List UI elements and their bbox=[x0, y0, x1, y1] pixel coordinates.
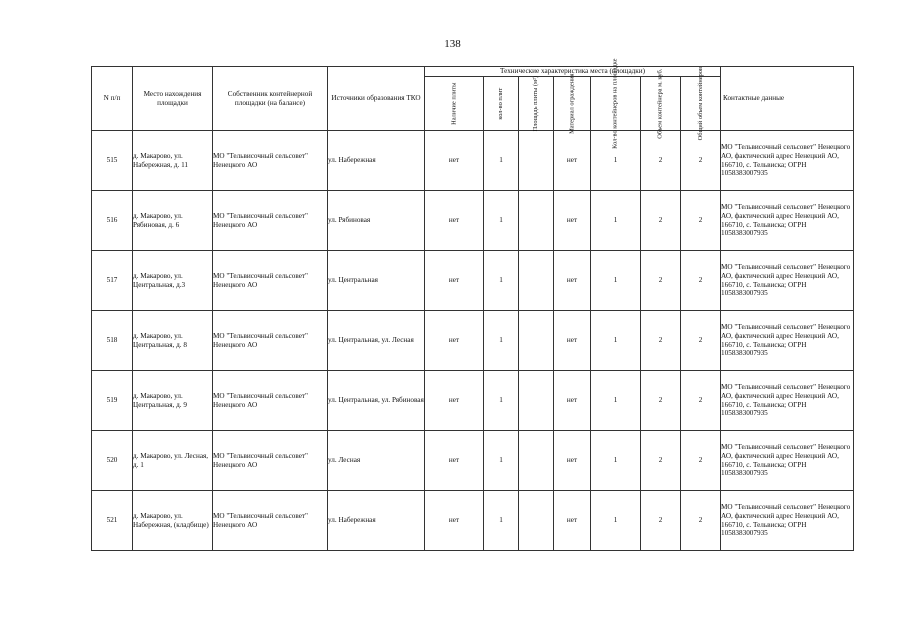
subheader-fence bbox=[554, 73, 591, 134]
cell-source: ул. Рябиновая bbox=[328, 191, 425, 251]
subheader-label: Наличие плиты bbox=[450, 82, 458, 125]
cell-owner: МО "Тельвисочный сельсовет" Ненецкого АО bbox=[213, 251, 328, 311]
cell-fence: нет bbox=[554, 491, 591, 551]
subheader-label: Объем контейнера м. куб. bbox=[656, 68, 664, 139]
cell-slab: нет bbox=[425, 431, 484, 491]
cell-total: 2 bbox=[681, 311, 721, 371]
cell-owner: МО "Тельвисочный сельсовет" Ненецкого АО bbox=[213, 491, 328, 551]
cell-volume: 2 bbox=[641, 191, 681, 251]
table-row bbox=[92, 251, 854, 311]
cell-area bbox=[519, 311, 554, 371]
cell-num: 517 bbox=[92, 251, 133, 311]
subheader-label: кол-во плит bbox=[497, 87, 505, 120]
table-row bbox=[92, 431, 854, 491]
subheader-containers bbox=[591, 58, 641, 149]
cell-fence: нет bbox=[554, 311, 591, 371]
cell-area bbox=[519, 251, 554, 311]
cell-fence: нет bbox=[554, 431, 591, 491]
cell-volume: 2 bbox=[641, 251, 681, 311]
cell-num: 519 bbox=[92, 371, 133, 431]
table-row bbox=[92, 191, 854, 251]
cell-slab: нет bbox=[425, 491, 484, 551]
header-owner: Собственник контейнерной площадки (на балансе) bbox=[213, 67, 328, 131]
cell-slab: нет bbox=[425, 251, 484, 311]
cell-location: д. Макарово, ул. Лесная, д. 1 bbox=[133, 431, 213, 491]
cell-location: д. Макарово, ул. Набережная, д. 11 bbox=[133, 131, 213, 191]
cell-containers: 1 bbox=[591, 191, 641, 251]
cell-slab: нет bbox=[425, 131, 484, 191]
cell-area bbox=[519, 371, 554, 431]
cell-area bbox=[519, 491, 554, 551]
cell-total: 2 bbox=[681, 491, 721, 551]
cell-num: 516 bbox=[92, 191, 133, 251]
cell-owner: МО "Тельвисочный сельсовет" Ненецкого АО bbox=[213, 131, 328, 191]
cell-containers: 1 bbox=[591, 311, 641, 371]
cell-source: ул. Набережная bbox=[328, 131, 425, 191]
cell-contact: МО "Тельвисочный сельсовет" Ненецкого АО, фактический адрес Ненецкий АО, 166710, с. Тельвиска; ОГРН 1058383007935 bbox=[721, 431, 854, 491]
cell-location: д. Макарово, ул. Центральная, д.3 bbox=[133, 251, 213, 311]
cell-area bbox=[519, 191, 554, 251]
cell-source: ул. Набережная bbox=[328, 491, 425, 551]
cell-contact: МО "Тельвисочный сельсовет" Ненецкого АО, фактический адрес Ненецкий АО, 166710, с. Тельвиска; ОГРН 1058383007935 bbox=[721, 251, 854, 311]
cell-containers: 1 bbox=[591, 131, 641, 191]
cell-num: 515 bbox=[92, 131, 133, 191]
cell-contact: МО "Тельвисочный сельсовет" Ненецкого АО, фактический адрес Ненецкий АО, 166710, с. Тельвиска; ОГРН 1058383007935 bbox=[721, 131, 854, 191]
cell-fence: нет bbox=[554, 251, 591, 311]
cell-location: д. Макарово, ул. Центральная, д. 9 bbox=[133, 371, 213, 431]
table-row bbox=[92, 311, 854, 371]
cell-containers: 1 bbox=[591, 251, 641, 311]
header-tech: Технические характеристика места (площадки) bbox=[425, 67, 721, 77]
cell-volume: 2 bbox=[641, 131, 681, 191]
subheader-slab-count bbox=[484, 77, 519, 131]
table-row bbox=[92, 131, 854, 191]
header-contact: Контактные данные bbox=[721, 67, 854, 131]
cell-total: 2 bbox=[681, 431, 721, 491]
cell-location: д. Макарово, ул. Центральная, д. 8 bbox=[133, 311, 213, 371]
cell-volume: 2 bbox=[641, 311, 681, 371]
cell-owner: МО "Тельвисочный сельсовет" Ненецкого АО bbox=[213, 431, 328, 491]
cell-slab: нет bbox=[425, 191, 484, 251]
cell-source: ул. Центральная bbox=[328, 251, 425, 311]
cell-volume: 2 bbox=[641, 431, 681, 491]
subheader-volume bbox=[641, 68, 681, 139]
cell-containers: 1 bbox=[591, 431, 641, 491]
subheader-label: Общий объем контейнеров bbox=[696, 66, 704, 141]
cell-location: д. Макарово, ул. Рябиновая, д. 6 bbox=[133, 191, 213, 251]
cell-slab-count: 1 bbox=[484, 311, 519, 371]
subheader-area bbox=[519, 77, 554, 131]
header-source: Источники образования ТКО bbox=[328, 67, 425, 131]
subheader-label: Кол-во контейнеров на площадке bbox=[611, 58, 619, 149]
cell-owner: МО "Тельвисочный сельсовет" Ненецкого АО bbox=[213, 311, 328, 371]
cell-total: 2 bbox=[681, 371, 721, 431]
cell-containers: 1 bbox=[591, 371, 641, 431]
cell-slab-count: 1 bbox=[484, 191, 519, 251]
cell-slab-count: 1 bbox=[484, 431, 519, 491]
cell-owner: МО "Тельвисочный сельсовет" Ненецкого АО bbox=[213, 191, 328, 251]
cell-location: д. Макарово, ул. Набережная, (кладбище) bbox=[133, 491, 213, 551]
page-number: 138 bbox=[444, 38, 461, 50]
cell-volume: 2 bbox=[641, 491, 681, 551]
subheader-total bbox=[681, 66, 721, 141]
cell-slab-count: 1 bbox=[484, 251, 519, 311]
cell-contact: МО "Тельвисочный сельсовет" Ненецкого АО, фактический адрес Ненецкий АО, 166710, с. Тельвиска; ОГРН 1058383007935 bbox=[721, 371, 854, 431]
header-location: Место нахождения площадки bbox=[133, 67, 213, 131]
cell-owner: МО "Тельвисочный сельсовет" Ненецкого АО bbox=[213, 371, 328, 431]
cell-source: ул. Центральная, ул. Лесная bbox=[328, 311, 425, 371]
cell-fence: нет bbox=[554, 191, 591, 251]
subheader-label: Материал ограждения bbox=[568, 73, 576, 134]
cell-contact: МО "Тельвисочный сельсовет" Ненецкого АО, фактический адрес Ненецкий АО, 166710, с. Тельвиска; ОГРН 1058383007935 bbox=[721, 491, 854, 551]
cell-num: 518 bbox=[92, 311, 133, 371]
register-table bbox=[91, 58, 854, 551]
table-body bbox=[92, 131, 854, 551]
cell-fence: нет bbox=[554, 371, 591, 431]
cell-slab: нет bbox=[425, 311, 484, 371]
cell-total: 2 bbox=[681, 251, 721, 311]
cell-source: ул. Центральная, ул. Рябиновая bbox=[328, 371, 425, 431]
cell-contact: МО "Тельвисочный сельсовет" Ненецкого АО, фактический адрес Ненецкий АО, 166710, с. Тельвиска; ОГРН 1058383007935 bbox=[721, 311, 854, 371]
table-row bbox=[92, 491, 854, 551]
cell-slab-count: 1 bbox=[484, 491, 519, 551]
cell-source: ул. Лесная bbox=[328, 431, 425, 491]
header-num: N п/п bbox=[92, 67, 133, 131]
subheader-label: Площадь плиты (м²) bbox=[532, 75, 540, 132]
cell-num: 521 bbox=[92, 491, 133, 551]
cell-slab-count: 1 bbox=[484, 371, 519, 431]
cell-slab-count: 1 bbox=[484, 131, 519, 191]
cell-total: 2 bbox=[681, 191, 721, 251]
cell-volume: 2 bbox=[641, 371, 681, 431]
table-row bbox=[92, 371, 854, 431]
cell-total: 2 bbox=[681, 131, 721, 191]
cell-containers: 1 bbox=[591, 491, 641, 551]
cell-area bbox=[519, 431, 554, 491]
cell-contact: МО "Тельвисочный сельсовет" Ненецкого АО, фактический адрес Ненецкий АО, 166710, с. Тельвиска; ОГРН 1058383007935 bbox=[721, 191, 854, 251]
cell-area bbox=[519, 131, 554, 191]
subheader-slab bbox=[425, 77, 484, 131]
cell-num: 520 bbox=[92, 431, 133, 491]
cell-fence: нет bbox=[554, 131, 591, 191]
cell-slab: нет bbox=[425, 371, 484, 431]
